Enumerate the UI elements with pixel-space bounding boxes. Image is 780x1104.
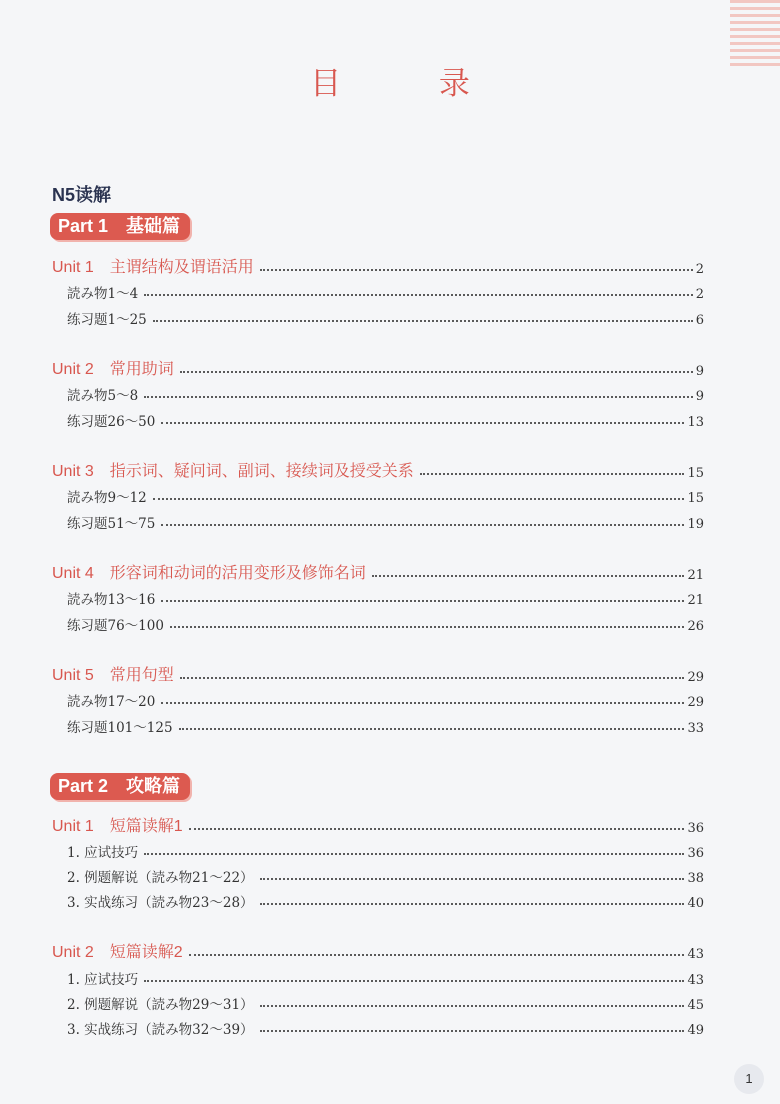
dot-leader xyxy=(144,294,693,296)
toc-label: 2. 例题解说（読み物21～22） xyxy=(67,870,254,886)
toc-page-number: 15 xyxy=(687,466,704,481)
toc-item[interactable] xyxy=(67,714,704,736)
toc-item[interactable] xyxy=(67,612,704,634)
toc-label: 练习题51～75 xyxy=(67,516,156,532)
dot-leader xyxy=(161,524,684,526)
dot-leader xyxy=(372,575,685,577)
toc-page-number: 29 xyxy=(687,670,704,685)
toc-page-number: 43 xyxy=(687,947,704,962)
toc-page-number: 9 xyxy=(695,389,704,404)
dot-leader xyxy=(144,396,693,398)
toc-page-number: 2 xyxy=(695,262,704,277)
toc-item[interactable] xyxy=(67,889,704,911)
toc-item[interactable] xyxy=(67,306,704,328)
toc-label: Unit 2 短篇读解2 xyxy=(52,944,183,961)
toc-item[interactable] xyxy=(67,586,704,608)
dot-leader xyxy=(189,954,685,956)
toc-item[interactable] xyxy=(67,510,704,532)
dot-leader xyxy=(180,677,685,679)
page-title: 目 录 xyxy=(310,66,514,102)
toc-label: Unit 2 常用助词 xyxy=(52,361,174,378)
toc-item[interactable] xyxy=(67,966,704,988)
toc-page-number: 33 xyxy=(687,721,704,736)
toc-page-number: 6 xyxy=(695,313,704,328)
toc-label: 3. 实战练习（読み物32～39） xyxy=(67,1022,254,1038)
dot-leader xyxy=(260,903,685,905)
page-number: 1 xyxy=(734,1064,764,1094)
toc-item[interactable] xyxy=(67,280,704,302)
toc-unit-1-2[interactable] xyxy=(52,357,704,379)
toc-item[interactable] xyxy=(67,382,704,404)
toc-page-number: 49 xyxy=(687,1023,704,1038)
part-1-badge: Part 1 基础篇 xyxy=(50,213,190,240)
part-2-badge: Part 2 攻略篇 xyxy=(50,773,190,800)
toc-page-number: 26 xyxy=(687,619,704,634)
toc-page-number: 21 xyxy=(687,568,704,583)
toc-item[interactable] xyxy=(67,864,704,886)
dot-leader xyxy=(170,626,685,628)
toc-item[interactable] xyxy=(67,484,704,506)
dot-leader xyxy=(260,1030,685,1032)
toc-page-number: 40 xyxy=(687,896,704,911)
toc-item[interactable] xyxy=(67,688,704,710)
dot-leader xyxy=(179,728,685,730)
toc-label: 练习题26～50 xyxy=(67,414,156,430)
toc-page-number: 13 xyxy=(687,415,704,430)
toc-label: 练习题1～25 xyxy=(67,312,147,328)
toc-label: 练习题76～100 xyxy=(67,618,164,634)
toc-label: 読み物5～8 xyxy=(67,388,139,404)
toc-label: 読み物9～12 xyxy=(67,490,147,506)
toc-item[interactable] xyxy=(67,991,704,1013)
dot-leader xyxy=(161,422,684,424)
toc-label: Unit 1 主谓结构及谓语活用 xyxy=(52,259,254,276)
toc-label: 2. 例题解说（読み物29～31） xyxy=(67,997,254,1013)
dot-leader xyxy=(189,828,685,830)
dot-leader xyxy=(161,702,684,704)
toc-item[interactable] xyxy=(67,1016,704,1038)
toc-label: Unit 4 形容词和动词的活用变形及修饰名词 xyxy=(52,565,366,582)
toc-label: 练习题101～125 xyxy=(67,720,173,736)
dot-leader xyxy=(260,878,685,880)
toc-label: 読み物1～4 xyxy=(67,286,139,302)
dot-leader xyxy=(153,320,693,322)
dot-leader xyxy=(153,498,685,500)
toc-page-number: 43 xyxy=(687,973,704,988)
toc-page-number: 9 xyxy=(695,364,704,379)
toc-label: Unit 1 短篇读解1 xyxy=(52,818,183,835)
dot-leader xyxy=(260,269,693,271)
toc-page-number: 19 xyxy=(687,517,704,532)
dot-leader xyxy=(180,371,693,373)
dot-leader xyxy=(144,980,684,982)
dot-leader xyxy=(260,1005,685,1007)
toc-label: 読み物17～20 xyxy=(67,694,156,710)
dot-leader xyxy=(144,853,684,855)
toc-label: 1. 应试技巧 xyxy=(67,972,139,988)
toc-page-number: 21 xyxy=(687,593,704,608)
toc-page-number: 15 xyxy=(687,491,704,506)
toc-label: Unit 5 常用句型 xyxy=(52,667,174,684)
dot-leader xyxy=(161,600,684,602)
level-heading: N5读解 xyxy=(52,185,112,205)
toc-page-number: 2 xyxy=(695,287,704,302)
toc-unit-2-2[interactable] xyxy=(52,940,704,962)
toc-label: 3. 实战练习（読み物23～28） xyxy=(67,895,254,911)
toc-page-number: 38 xyxy=(687,871,704,886)
toc-unit-2-1[interactable] xyxy=(52,814,704,836)
toc-page-number: 36 xyxy=(687,821,704,836)
toc-item[interactable] xyxy=(67,408,704,430)
toc-unit-1-1[interactable] xyxy=(52,255,704,277)
toc-label: Unit 3 指示词、疑问词、副词、接续词及授受关系 xyxy=(52,463,414,480)
toc-label: 1. 应试技巧 xyxy=(67,845,139,861)
toc-page-number: 29 xyxy=(687,695,704,710)
toc-page-number: 36 xyxy=(687,846,704,861)
toc-unit-1-5[interactable] xyxy=(52,663,704,685)
dot-leader xyxy=(420,473,685,475)
toc-unit-1-3[interactable] xyxy=(52,459,704,481)
toc-label: 読み物13～16 xyxy=(67,592,156,608)
toc-unit-1-4[interactable] xyxy=(52,561,704,583)
toc-page-number: 45 xyxy=(687,998,704,1013)
toc-item[interactable] xyxy=(67,839,704,861)
